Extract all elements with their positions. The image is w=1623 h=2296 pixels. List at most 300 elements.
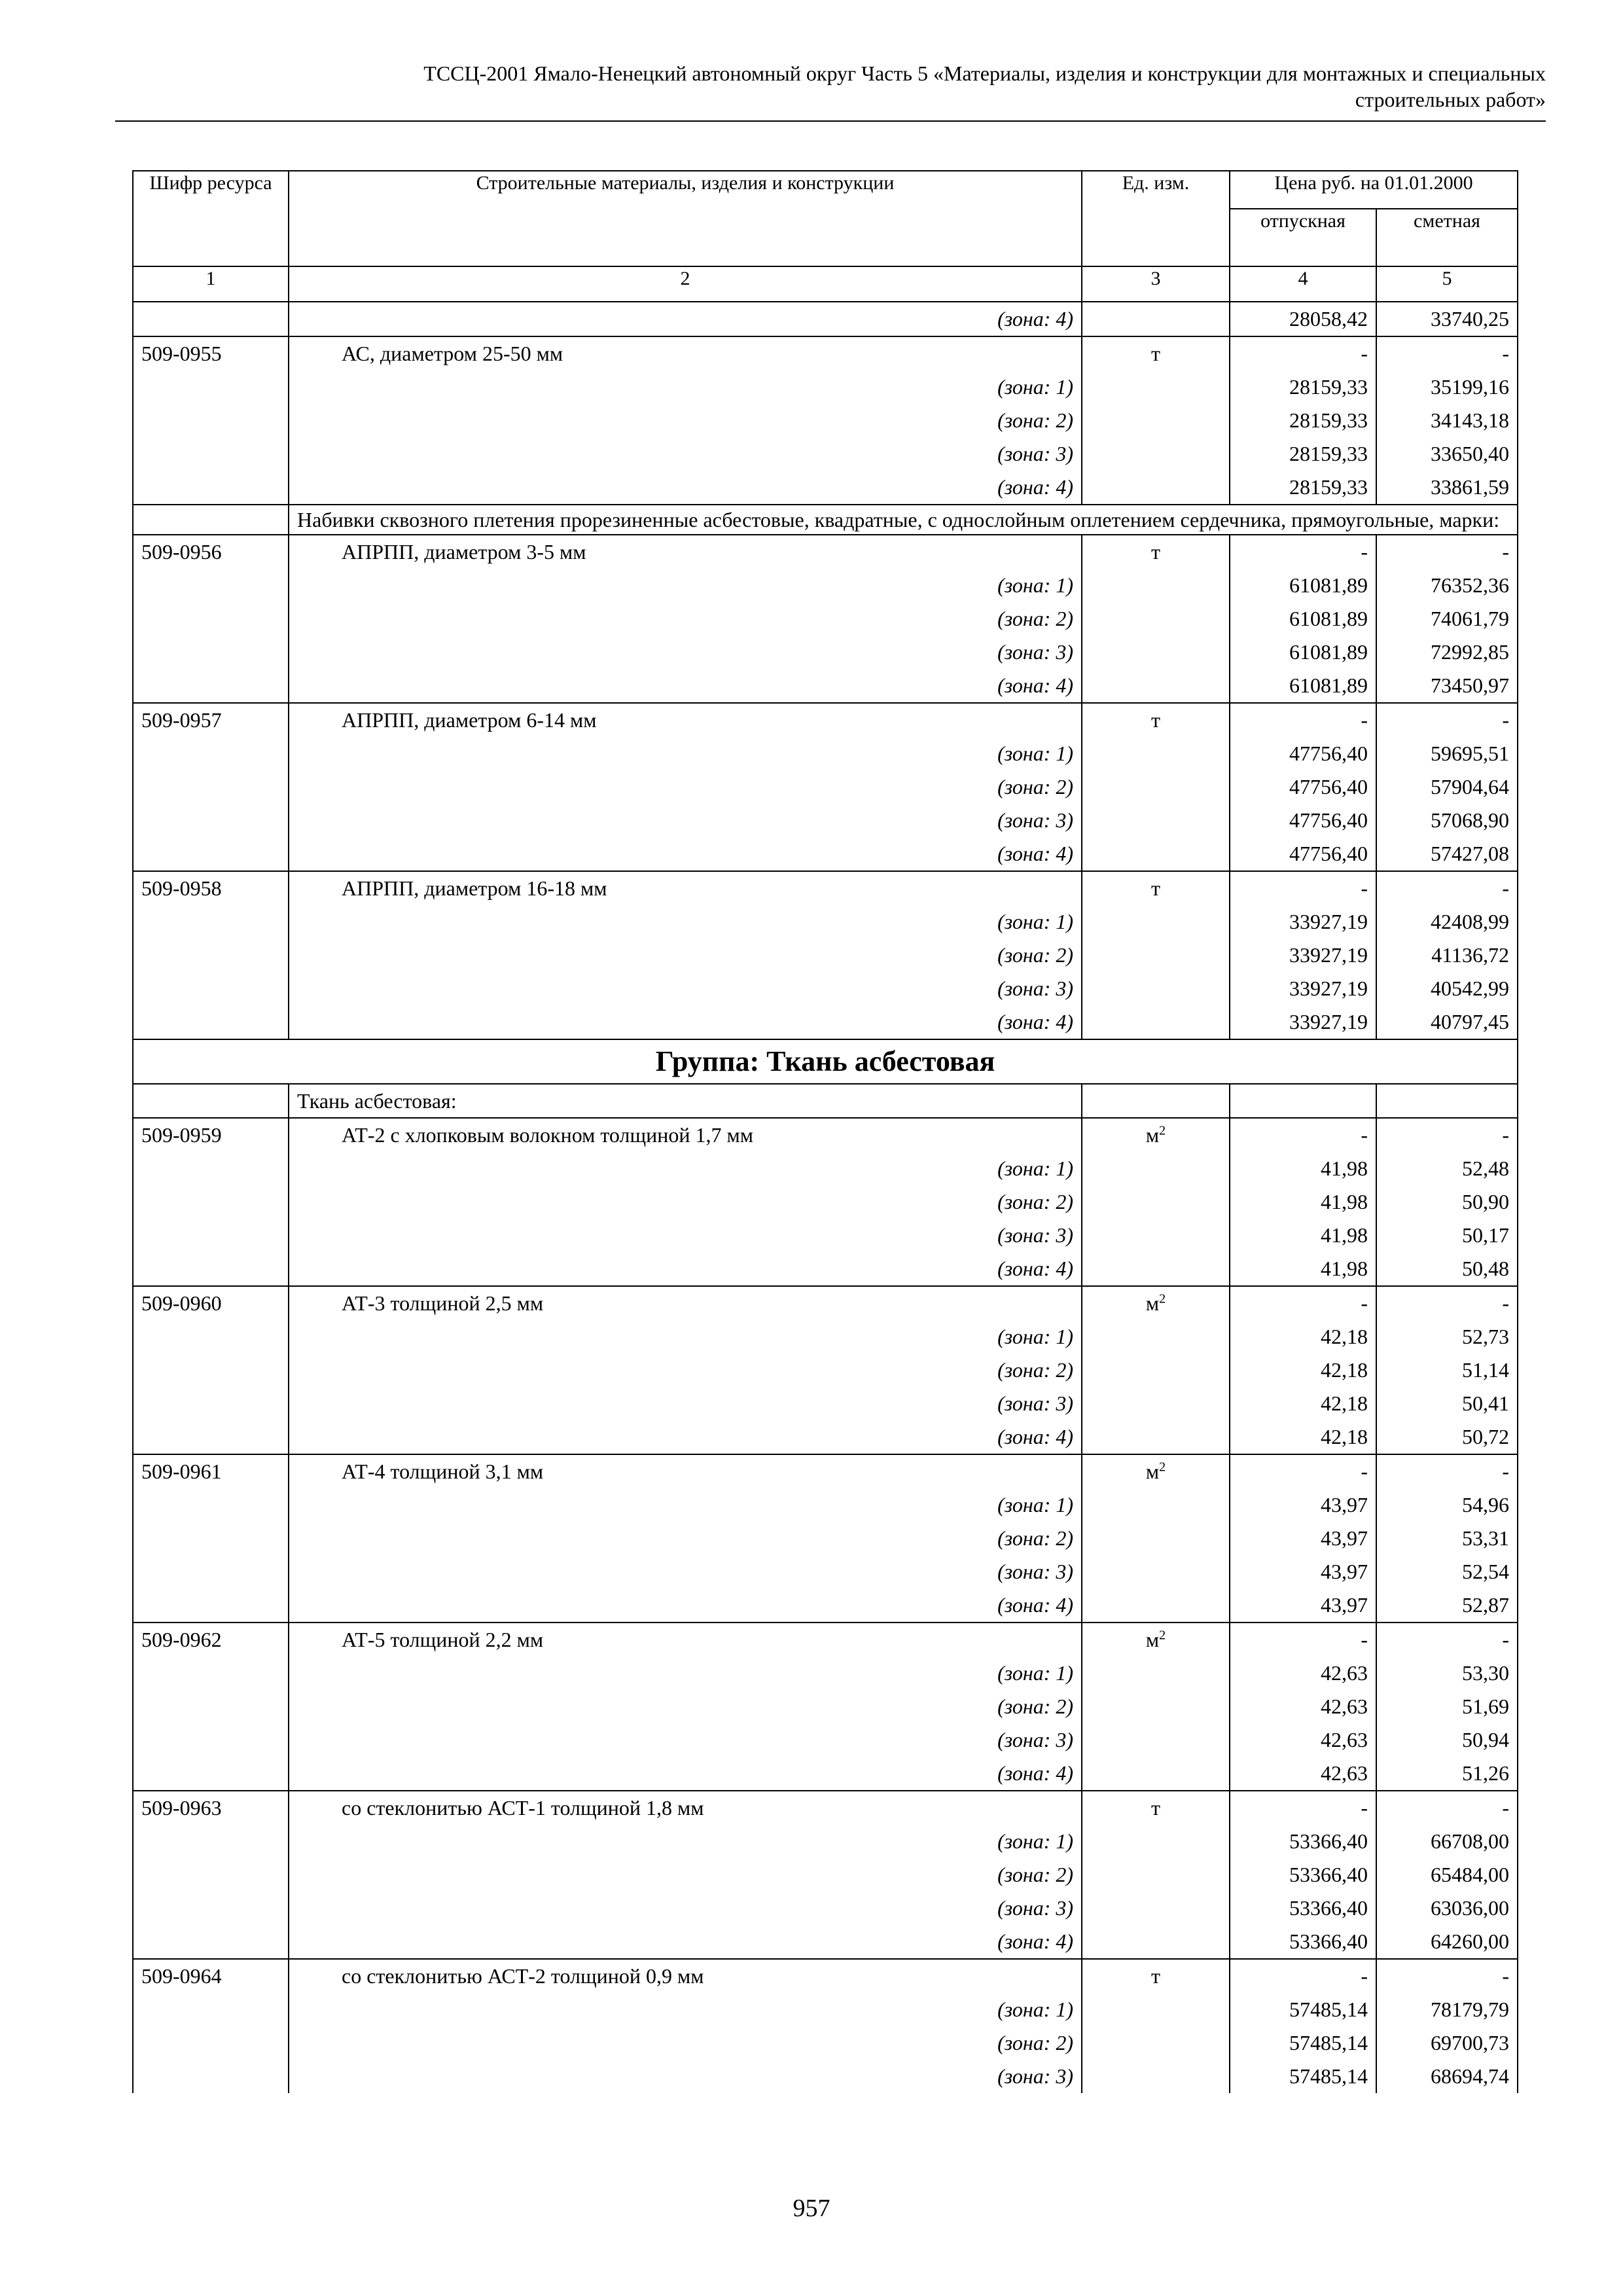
cell-code (133, 1555, 289, 1588)
cell-unit (1082, 2060, 1230, 2093)
cell-estimate: 54,96 (1376, 1488, 1518, 1522)
cell-release: 43,97 (1230, 1522, 1376, 1555)
cell-zone: (зона: 1) (289, 370, 1082, 404)
cell-unit (1082, 1118, 1230, 1152)
cell-unit (1082, 1152, 1230, 1185)
running-header (115, 60, 1546, 113)
cell-release: 57485,14 (1230, 2026, 1376, 2060)
cell-unit (1082, 1892, 1230, 1925)
cell-zone: (зона: 2) (289, 1354, 1082, 1387)
header-rule (115, 120, 1546, 122)
cell-zone: (зона: 4) (289, 1925, 1082, 1959)
cell-unit (1082, 602, 1230, 636)
cell-unit (1082, 1084, 1230, 1118)
cell-estimate: 50,90 (1376, 1185, 1518, 1219)
column-header-estimate: сметная (1376, 209, 1518, 266)
cell-code (133, 602, 289, 636)
cell-unit (1082, 1354, 1230, 1387)
cell-code (133, 905, 289, 939)
table-row-item (133, 1454, 1518, 1488)
cell-code (133, 1488, 289, 1522)
cell-unit (1082, 1757, 1230, 1791)
cell-estimate: 51,69 (1376, 1690, 1518, 1723)
cell-zone: (зона: 2) (289, 404, 1082, 437)
cell-release: 28159,33 (1230, 471, 1376, 505)
cell-unit (1082, 871, 1230, 905)
cell-zone: (зона: 2) (289, 2026, 1082, 2060)
cell-zone: (зона: 2) (289, 602, 1082, 636)
table-row-zone (133, 1858, 1518, 1892)
cell-release: 42,63 (1230, 1757, 1376, 1791)
cell-code (133, 1084, 289, 1118)
cell-zone: (зона: 3) (289, 1723, 1082, 1757)
cell-code (133, 1993, 289, 2026)
cell-estimate: - (1376, 336, 1518, 370)
table-row-zone (133, 837, 1518, 871)
unit-superscript: 2 (1159, 1123, 1166, 1138)
cell-estimate: 33861,59 (1376, 471, 1518, 505)
cell-unit (1082, 1005, 1230, 1039)
cell-release: 57485,14 (1230, 2060, 1376, 2093)
cell-release: 41,98 (1230, 1252, 1376, 1286)
table-row-zone (133, 1723, 1518, 1757)
table-row-zone (133, 804, 1518, 837)
table-body (133, 302, 1518, 2093)
cell-zone: (зона: 1) (289, 1488, 1082, 1522)
cell-release: - (1230, 1623, 1376, 1657)
cell-zone: (зона: 3) (289, 1892, 1082, 1925)
cell-code (133, 669, 289, 703)
cell-code (133, 1320, 289, 1354)
cell-zone: (зона: 4) (289, 837, 1082, 871)
column-header-price: Цена руб. на 01.01.2000 (1230, 171, 1518, 209)
cell-unit (1082, 471, 1230, 505)
cell-release: 33927,19 (1230, 939, 1376, 972)
cell-code (133, 404, 289, 437)
table-row-zone (133, 669, 1518, 703)
table-row-item (133, 1623, 1518, 1657)
cell-unit (1082, 1825, 1230, 1858)
cell-release (1230, 1084, 1376, 1118)
cell-zone: (зона: 1) (289, 1320, 1082, 1354)
cell-estimate: 57904,64 (1376, 770, 1518, 804)
cell-release: 61081,89 (1230, 669, 1376, 703)
cell-estimate: 42408,99 (1376, 905, 1518, 939)
cell-release: - (1230, 1791, 1376, 1825)
cell-estimate: 51,14 (1376, 1354, 1518, 1387)
cell-code (133, 770, 289, 804)
table-row-zone (133, 1252, 1518, 1286)
cell-name: АТ-4 толщиной 3,1 мм (289, 1454, 1082, 1488)
cell-unit (1082, 1959, 1230, 1993)
cell-estimate: 53,30 (1376, 1657, 1518, 1690)
cell-zone: (зона: 1) (289, 1152, 1082, 1185)
table-row-zone (133, 404, 1518, 437)
table-row-item (133, 1118, 1518, 1152)
cell-estimate: 52,87 (1376, 1588, 1518, 1623)
table-row-item (133, 1959, 1518, 1993)
cell-estimate: - (1376, 535, 1518, 569)
cell-code (133, 939, 289, 972)
table-row-zone (133, 302, 1518, 336)
cell-release: 42,18 (1230, 1320, 1376, 1354)
cell-code: 509-0957 (133, 703, 289, 737)
cell-name: АТ-2 с хлопковым волокном толщиной 1,7 мм (289, 1118, 1082, 1152)
cell-release: 33927,19 (1230, 972, 1376, 1005)
cell-estimate: - (1376, 1791, 1518, 1825)
cell-code (133, 1005, 289, 1039)
cell-unit (1082, 972, 1230, 1005)
cell-estimate: 68694,74 (1376, 2060, 1518, 2093)
table-row-zone (133, 972, 1518, 1005)
cell-unit (1082, 1588, 1230, 1623)
cell-release: 53366,40 (1230, 1858, 1376, 1892)
cell-unit (1082, 804, 1230, 837)
cell-estimate: - (1376, 871, 1518, 905)
cell-release: - (1230, 336, 1376, 370)
cell-zone: (зона: 3) (289, 804, 1082, 837)
cell-estimate: 52,48 (1376, 1152, 1518, 1185)
unit-text: т (1151, 342, 1160, 365)
table-row-item (133, 703, 1518, 737)
table-row-zone (133, 1925, 1518, 1959)
cell-name: со стеклонитью АСТ-1 толщиной 1,8 мм (289, 1791, 1082, 1825)
cell-code: 509-0962 (133, 1623, 289, 1657)
cell-code (133, 2026, 289, 2060)
cell-unit (1082, 905, 1230, 939)
cell-zone: (зона: 3) (289, 636, 1082, 669)
cell-estimate: 57427,08 (1376, 837, 1518, 871)
table-row-zone (133, 939, 1518, 972)
cell-release: 28159,33 (1230, 370, 1376, 404)
cell-estimate: 72992,85 (1376, 636, 1518, 669)
cell-code (133, 804, 289, 837)
cell-release: 47756,40 (1230, 804, 1376, 837)
cell-code (133, 1185, 289, 1219)
cell-estimate: 33650,40 (1376, 437, 1518, 471)
cell-estimate: - (1376, 1959, 1518, 1993)
cell-code (133, 437, 289, 471)
table-row-item (133, 336, 1518, 370)
table-row-item (133, 871, 1518, 905)
cell-release: 57485,14 (1230, 1993, 1376, 2026)
cell-unit (1082, 437, 1230, 471)
cell-unit (1082, 404, 1230, 437)
cell-estimate: 50,48 (1376, 1252, 1518, 1286)
table-row-zone (133, 1320, 1518, 1354)
cell-code (133, 636, 289, 669)
table-row-zone (133, 2026, 1518, 2060)
table-note-row (133, 505, 1518, 535)
cell-release: - (1230, 535, 1376, 569)
table-row-zone (133, 636, 1518, 669)
cell-name: АТ-3 толщиной 2,5 мм (289, 1286, 1082, 1320)
running-header-line-2: строительных работ» (1355, 88, 1546, 111)
cell-estimate: 33740,25 (1376, 302, 1518, 336)
cell-zone: (зона: 4) (289, 1252, 1082, 1286)
cell-code: 509-0955 (133, 336, 289, 370)
column-header-unit: Ед. изм. (1082, 171, 1230, 266)
cell-zone: (зона: 4) (289, 471, 1082, 505)
cell-zone: (зона: 2) (289, 1690, 1082, 1723)
column-number-4: 4 (1230, 266, 1376, 302)
cell-zone: (зона: 2) (289, 1522, 1082, 1555)
column-header-name: Строительные материалы, изделия и конструкции (289, 171, 1082, 266)
cell-name: со стеклонитью АСТ-2 толщиной 0,9 мм (289, 1959, 1082, 1993)
cell-estimate: 41136,72 (1376, 939, 1518, 972)
cell-estimate: 51,26 (1376, 1757, 1518, 1791)
cell-name: АС, диаметром 25-50 мм (289, 336, 1082, 370)
cell-zone: (зона: 1) (289, 569, 1082, 602)
cell-zone: (зона: 4) (289, 1420, 1082, 1454)
column-number-3: 3 (1082, 266, 1230, 302)
cell-estimate: 57068,90 (1376, 804, 1518, 837)
cell-estimate: 73450,97 (1376, 669, 1518, 703)
cell-release: - (1230, 1118, 1376, 1152)
cell-estimate: 76352,36 (1376, 569, 1518, 602)
cell-code (133, 1925, 289, 1959)
cell-unit (1082, 669, 1230, 703)
cell-release: 47756,40 (1230, 770, 1376, 804)
column-number-5: 5 (1376, 266, 1518, 302)
cell-estimate: - (1376, 1623, 1518, 1657)
cell-unit (1082, 1454, 1230, 1488)
table-row-item (133, 535, 1518, 569)
table-row-zone (133, 569, 1518, 602)
table-row-item (133, 1791, 1518, 1825)
cell-code (133, 837, 289, 871)
cell-code (133, 569, 289, 602)
cell-code (133, 302, 289, 336)
cell-estimate: 35199,16 (1376, 370, 1518, 404)
cell-code (133, 1354, 289, 1387)
cell-code (133, 1152, 289, 1185)
table-header (133, 171, 1518, 302)
cell-unit (1082, 535, 1230, 569)
cell-unit (1082, 1657, 1230, 1690)
cell-code: 509-0958 (133, 871, 289, 905)
table-row-zone (133, 602, 1518, 636)
cell-release: 61081,89 (1230, 602, 1376, 636)
cell-unit (1082, 1488, 1230, 1522)
cell-release: 43,97 (1230, 1588, 1376, 1623)
subheading-text: Ткань асбестовая: (289, 1084, 1082, 1118)
cell-unit (1082, 939, 1230, 972)
price-table (132, 170, 1518, 2093)
cell-unit (1082, 370, 1230, 404)
table-row-zone (133, 1185, 1518, 1219)
cell-release: 42,63 (1230, 1690, 1376, 1723)
cell-unit (1082, 1387, 1230, 1420)
cell-zone: (зона: 1) (289, 905, 1082, 939)
unit-text: м (1145, 1123, 1160, 1147)
table-row-zone (133, 1555, 1518, 1588)
cell-zone: (зона: 1) (289, 1825, 1082, 1858)
table-row-zone (133, 1219, 1518, 1252)
cell-unit (1082, 1791, 1230, 1825)
unit-text: т (1151, 1964, 1160, 1988)
cell-unit (1082, 1690, 1230, 1723)
cell-code (133, 2060, 289, 2093)
cell-code (133, 1723, 289, 1757)
cell-code (133, 737, 289, 770)
cell-name: АПРПП, диаметром 3-5 мм (289, 535, 1082, 569)
unit-text: т (1151, 708, 1160, 732)
cell-unit (1082, 737, 1230, 770)
cell-code (133, 1690, 289, 1723)
cell-estimate: 53,31 (1376, 1522, 1518, 1555)
cell-zone: (зона: 3) (289, 1387, 1082, 1420)
cell-estimate: - (1376, 703, 1518, 737)
cell-code: 509-0956 (133, 535, 289, 569)
cell-estimate: - (1376, 1118, 1518, 1152)
cell-unit (1082, 302, 1230, 336)
cell-zone: (зона: 3) (289, 1219, 1082, 1252)
cell-code: 509-0963 (133, 1791, 289, 1825)
unit-superscript: 2 (1159, 1291, 1166, 1306)
column-header-release: отпускная (1230, 209, 1376, 266)
cell-code (133, 505, 289, 535)
cell-unit (1082, 636, 1230, 669)
cell-release: - (1230, 871, 1376, 905)
cell-name: АТ-5 толщиной 2,2 мм (289, 1623, 1082, 1657)
unit-superscript: 2 (1159, 1460, 1166, 1475)
cell-release: 42,18 (1230, 1420, 1376, 1454)
cell-release: 42,63 (1230, 1657, 1376, 1690)
table-subheading-row (133, 1084, 1518, 1118)
cell-release: - (1230, 1286, 1376, 1320)
table-row-zone (133, 1005, 1518, 1039)
cell-unit (1082, 1555, 1230, 1588)
table-row-zone (133, 905, 1518, 939)
table-row-zone (133, 737, 1518, 770)
cell-name: АПРПП, диаметром 16-18 мм (289, 871, 1082, 905)
cell-release: - (1230, 703, 1376, 737)
table-row-zone (133, 1757, 1518, 1791)
cell-estimate: 50,94 (1376, 1723, 1518, 1757)
cell-code: 509-0960 (133, 1286, 289, 1320)
cell-zone: (зона: 1) (289, 1657, 1082, 1690)
cell-estimate: 40542,99 (1376, 972, 1518, 1005)
unit-text: т (1151, 540, 1160, 564)
cell-code (133, 1757, 289, 1791)
cell-unit (1082, 569, 1230, 602)
table-row-zone (133, 1354, 1518, 1387)
cell-code (133, 1252, 289, 1286)
cell-unit (1082, 1925, 1230, 1959)
cell-unit (1082, 770, 1230, 804)
cell-estimate: - (1376, 1286, 1518, 1320)
cell-code (133, 1825, 289, 1858)
cell-release: 53366,40 (1230, 1892, 1376, 1925)
cell-estimate: 50,17 (1376, 1219, 1518, 1252)
cell-release: - (1230, 1454, 1376, 1488)
table-row-zone (133, 1690, 1518, 1723)
cell-release: 61081,89 (1230, 569, 1376, 602)
cell-unit (1082, 2026, 1230, 2060)
cell-zone: (зона: 4) (289, 1005, 1082, 1039)
cell-estimate: - (1376, 1454, 1518, 1488)
running-header-line-1: ТССЦ-2001 Ямало-Ненецкий автономный округ Часть 5 «Материалы, изделия и конструкции для монтажных и специальных (423, 62, 1546, 85)
column-number-1: 1 (133, 266, 289, 302)
note-text: Набивки сквозного плетения прорезиненные асбестовые, квадратные, с однослойным оплетением сердечника, прямоугольные, марки: (289, 505, 1518, 535)
column-header-code: Шифр ресурса (133, 171, 289, 266)
cell-release: 41,98 (1230, 1185, 1376, 1219)
table-row-zone (133, 1657, 1518, 1690)
cell-release: 53366,40 (1230, 1825, 1376, 1858)
table-row-item (133, 1286, 1518, 1320)
cell-name: АПРПП, диаметром 6-14 мм (289, 703, 1082, 737)
cell-estimate: 69700,73 (1376, 2026, 1518, 2060)
cell-code (133, 1420, 289, 1454)
table-row-zone (133, 1387, 1518, 1420)
cell-release: 33927,19 (1230, 905, 1376, 939)
cell-unit (1082, 1286, 1230, 1320)
cell-unit (1082, 1623, 1230, 1657)
cell-code (133, 1522, 289, 1555)
table-row-zone (133, 1892, 1518, 1925)
cell-release: - (1230, 1959, 1376, 1993)
table-row-zone (133, 437, 1518, 471)
cell-zone: (зона: 4) (289, 1757, 1082, 1791)
cell-estimate: 50,41 (1376, 1387, 1518, 1420)
cell-zone: (зона: 4) (289, 302, 1082, 336)
table-group-row (133, 1039, 1518, 1084)
cell-code: 509-0964 (133, 1959, 289, 1993)
cell-estimate: 52,73 (1376, 1320, 1518, 1354)
unit-text: т (1151, 1796, 1160, 1820)
cell-code (133, 370, 289, 404)
table-row-zone (133, 1152, 1518, 1185)
cell-release: 42,18 (1230, 1354, 1376, 1387)
cell-zone: (зона: 3) (289, 2060, 1082, 2093)
cell-estimate: 34143,18 (1376, 404, 1518, 437)
cell-estimate: 63036,00 (1376, 1892, 1518, 1925)
cell-unit (1082, 1993, 1230, 2026)
cell-unit (1082, 1252, 1230, 1286)
cell-release: 28058,42 (1230, 302, 1376, 336)
cell-release: 28159,33 (1230, 404, 1376, 437)
cell-unit (1082, 1219, 1230, 1252)
cell-release: 61081,89 (1230, 636, 1376, 669)
cell-release: 53366,40 (1230, 1925, 1376, 1959)
unit-superscript: 2 (1159, 1628, 1166, 1643)
cell-release: 41,98 (1230, 1152, 1376, 1185)
table-row-zone (133, 1522, 1518, 1555)
cell-code (133, 1219, 289, 1252)
table-row-zone (133, 370, 1518, 404)
cell-unit (1082, 1723, 1230, 1757)
cell-unit (1082, 1320, 1230, 1354)
cell-code (133, 1387, 289, 1420)
unit-text: т (1151, 876, 1160, 900)
cell-unit (1082, 703, 1230, 737)
cell-zone: (зона: 3) (289, 1555, 1082, 1588)
table-row-zone (133, 2060, 1518, 2093)
unit-text: м (1145, 1291, 1160, 1315)
table-row-zone (133, 1420, 1518, 1454)
cell-release: 33927,19 (1230, 1005, 1376, 1039)
cell-estimate: 64260,00 (1376, 1925, 1518, 1959)
cell-zone: (зона: 3) (289, 437, 1082, 471)
cell-estimate: 74061,79 (1376, 602, 1518, 636)
cell-code (133, 471, 289, 505)
cell-unit (1082, 1522, 1230, 1555)
table-row-zone (133, 770, 1518, 804)
unit-text: м (1145, 1460, 1160, 1483)
page-number: 957 (793, 2195, 830, 2222)
cell-zone: (зона: 2) (289, 770, 1082, 804)
